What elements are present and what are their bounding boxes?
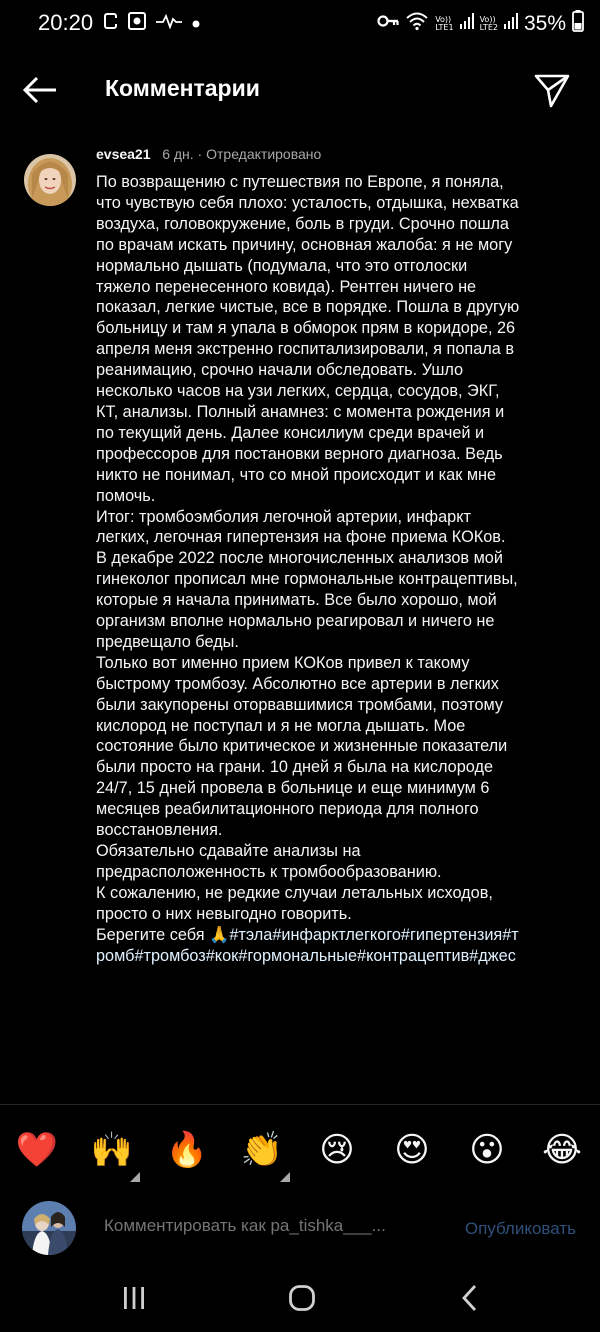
sim2-label: Vo)) LTE2 — [479, 14, 498, 32]
send-icon[interactable] — [532, 70, 572, 110]
comment-input-row — [0, 1198, 600, 1262]
battery-percent: 35% — [523, 11, 566, 35]
avatar — [22, 1201, 76, 1255]
signal-icon — [504, 13, 518, 34]
fire-emoji[interactable]: 🔥 — [165, 1131, 209, 1169]
key-icon — [377, 14, 399, 33]
raised-hands-emoji[interactable]: 🙌 — [90, 1131, 134, 1169]
notification-icon — [104, 12, 118, 35]
emoji-variants-indicator — [130, 1172, 140, 1182]
status-bar — [0, 0, 600, 48]
publish-button[interactable]: Опубликовать — [464, 1219, 576, 1238]
comment-username[interactable]: evsea21 — [96, 146, 151, 162]
back-arrow-icon[interactable] — [20, 70, 60, 110]
status-right-icons — [377, 10, 584, 37]
page-title: Комментарии — [105, 75, 260, 101]
meta-separator: · — [197, 146, 203, 162]
avatar[interactable] — [24, 154, 76, 206]
laughing-face-emoji[interactable]: 😂 — [542, 1131, 582, 1169]
surprised-face-emoji[interactable]: 😮 — [469, 1131, 505, 1169]
status-left-icons — [104, 12, 200, 35]
comment-body-text: По возвращению с путешествия по Европе, я поняла, что чувствую себя плохо: усталость, отдышка, нехватка воздуха, головокружение, боль в груди. Срочно пошла по врачам искать причину, основная жалоба: я не могу нормально дышать (подумала, что это отголоски тяжело перенесенного ковида). Рентген ничего не показал, легкие чистые, все в порядке. Пошла в другую больницу и там я упала в обморок прям в коридоре, 26 апреля меня экстренно госпитализировали, я попала в реанимацию, срочно начали обследовать. Ушло несколько часов на узи легких, сердца, сосудов, ЭКГ, КТ, анализы. Полный анамнез: с момента рождения и по текущий день. Далее консилиум среди врачей и профессоров для постановки верного диагноза. Ведь никто не понимал, что со мной происходит и как мне помочь. Итог: тромбоэмболия легочной артерии, инфаркт легких, легочная гипертензия на фоне приема КОКов. В декабре 2022 после многочисленных анализов мой гинеколог прописал мне гормональные контрацептивы, которые я начала принимать. Все было хорошо, мой организм вполне нормально реагировал и ничего не предвещало беды. Только вот именно прием КОКов привел к такому быстрому тромбозу. Абсолютно все артерии в легких были закупорены оторвавшимися тромбами, поэтому кислород не поступал и я не могла дышать. Мое состояние было критическое и жизненные показатели были просто на грани. 10 дней я была на кислороде 24/7, 15 дней провела в больнице и еще минимум 6 месяцев реабилитационного периода для полного восстановления. Обязательно сдавайте анализы на предрасположенность к тромбообразованию. К сожалению, не редкие случаи летальных исходов, просто о них невыгодно говорить. Берегите себя 🙏 — [96, 173, 520, 944]
navigation-bar — [0, 1262, 600, 1332]
comment-text — [96, 172, 524, 966]
battery-icon — [572, 10, 584, 37]
comment-meta — [96, 146, 321, 162]
heart-eyes-emoji[interactable]: 😍 — [394, 1131, 430, 1169]
activity-icon — [156, 13, 182, 34]
dot-icon — [192, 15, 200, 33]
sim1-label: Vo)) LTE1 — [435, 14, 454, 32]
status-time: 20:20 — [38, 10, 94, 35]
home-icon[interactable] — [282, 1280, 322, 1316]
heart-emoji[interactable]: ❤️ — [15, 1131, 59, 1169]
header — [0, 56, 600, 122]
wifi-icon — [405, 11, 429, 36]
gallery-icon — [128, 12, 146, 35]
emoji-variants-indicator — [280, 1172, 290, 1182]
crying-face-emoji[interactable]: 😢 — [319, 1131, 355, 1169]
divider — [0, 1104, 600, 1105]
comment-input[interactable] — [104, 1216, 424, 1236]
comment-hashtags[interactable]: #тэла#инфарктлегкого#гипертензия#тромб#тромбоз#кок#гормональные#контрацептив#джес — [96, 925, 519, 965]
edited-label: Отредактировано — [206, 146, 322, 162]
recent-apps-icon[interactable] — [114, 1280, 154, 1316]
emoji-reaction-bar — [0, 1128, 600, 1182]
comment-time: 6 дн. — [162, 146, 194, 162]
signal-icon — [460, 13, 474, 34]
clapping-hands-emoji[interactable]: 👏 — [240, 1131, 284, 1169]
back-icon[interactable] — [450, 1280, 490, 1316]
